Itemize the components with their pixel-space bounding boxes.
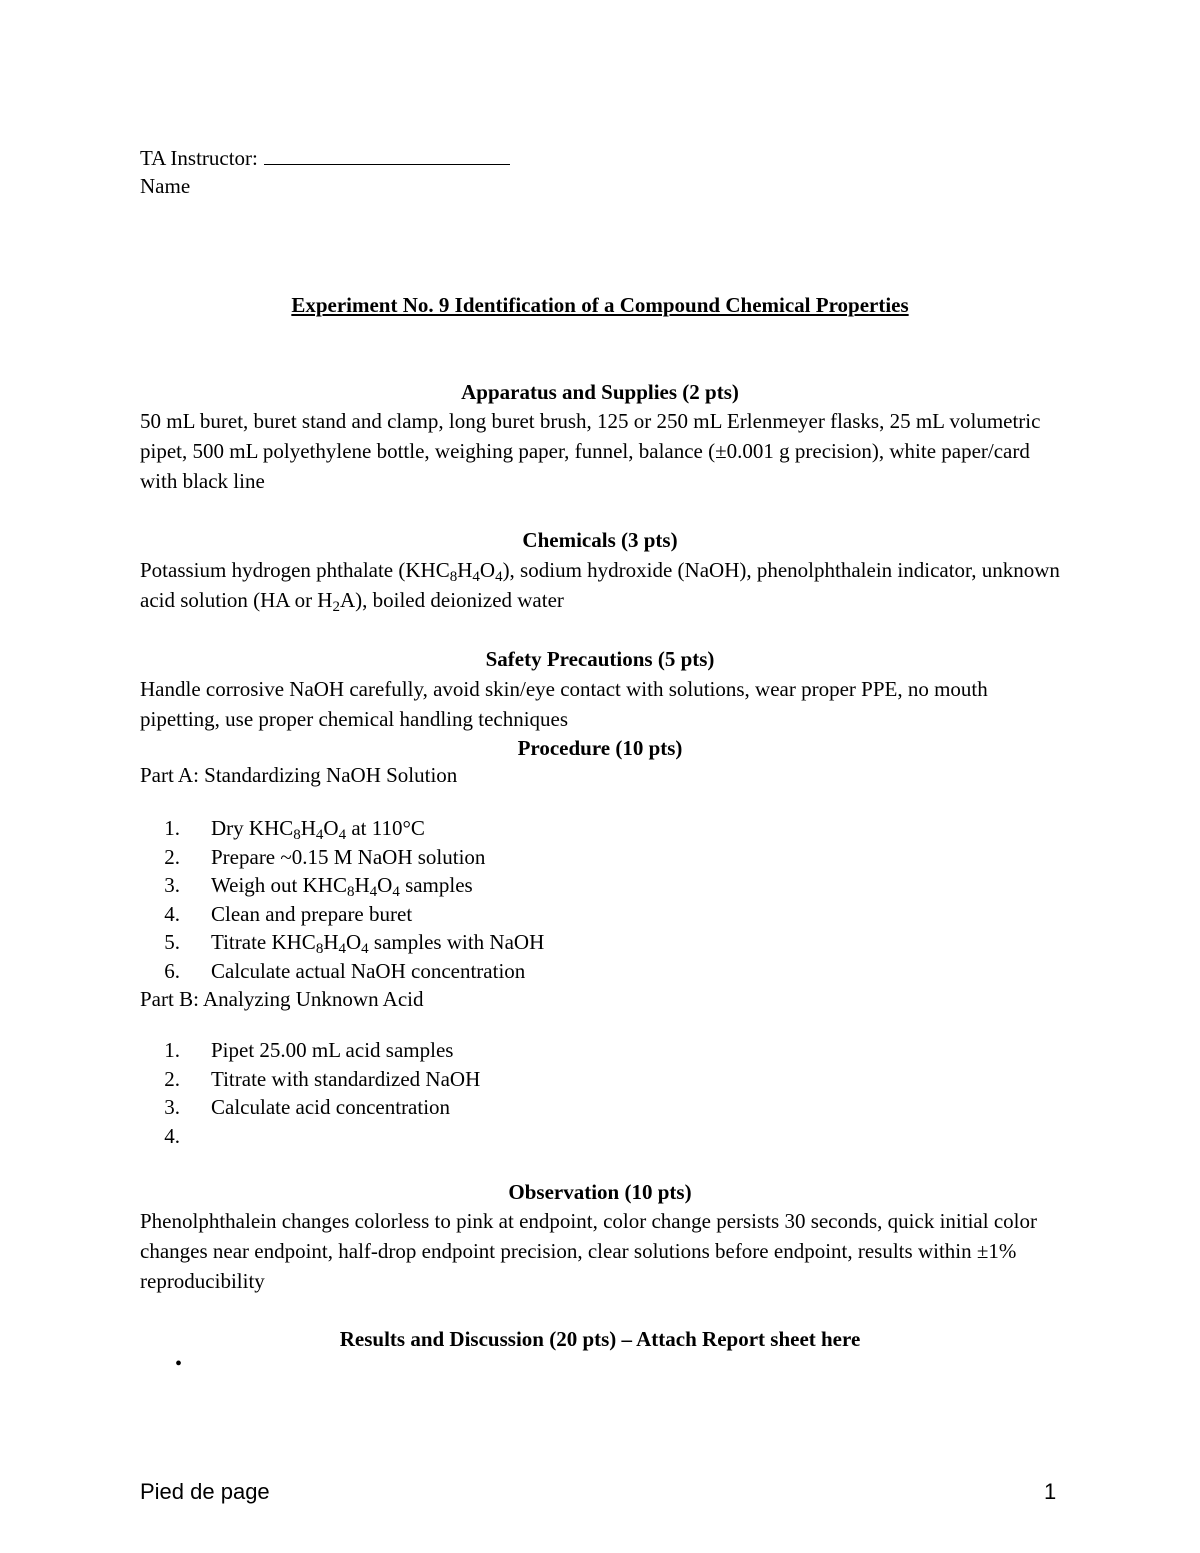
- list-item: 3. Calculate acid concentration: [164, 1095, 451, 1119]
- list-item: 2. Prepare ~0.15 M NaOH solution: [164, 844, 486, 869]
- list-item: 4. Clean and prepare buret: [164, 901, 413, 926]
- part-b-steps: [140, 1036, 480, 1150]
- document-title: Experiment No. 9 Identification of a Compound Chemical Properties: [291, 293, 909, 317]
- safety-text: Handle corrosive NaOH carefully, avoid skin/eye contact with solutions, wear proper PPE, no mouth pipetting, use proper chemical handling techniques: [140, 677, 988, 731]
- results-heading: Results and Discussion (20 pts) – Attach Report sheet here: [339, 1327, 861, 1351]
- observation-text: Phenolphthalein changes colorless to pink at endpoint, color change persists 30 seconds, quick initial color changes near endpoint, half-drop endpoint precision, clear solutions before endpoint, results within ±1% reproducibility: [140, 1209, 1037, 1293]
- part-a-label: Part A: Standardizing NaOH Solution: [140, 763, 458, 787]
- apparatus-heading: Apparatus and Supplies (2 pts): [461, 380, 739, 404]
- chemicals-text: Potassium hydrogen phthalate $(KHC_8H_4O_4)$, sodium hydroxide (NaOH), phenolphthalein indicator, unknown acid solution (HA or $H_2A$), boiled deionized water: [140, 558, 1060, 615]
- results-bullet: •: [175, 1353, 183, 1375]
- list-item: 5. Titrate $KHC_8H_4O_4$ samples with NaOH: [164, 930, 545, 957]
- list-item: 2. Titrate with standardized NaOH: [164, 1066, 481, 1091]
- part-a-steps: [140, 814, 544, 985]
- safety-heading: Safety Precautions (5 pts): [485, 647, 715, 671]
- procedure-heading: Procedure (10 pts): [517, 736, 683, 760]
- list-item: 3. Weigh out $KHC_8H_4O_4$ samples: [164, 873, 473, 900]
- footer-text: Pied de page: [140, 1479, 270, 1504]
- list-item: 1. Dry $KHC_8H_4O_4$ at 110°C: [164, 816, 425, 843]
- chemicals-heading: Chemicals (3 pts): [522, 528, 678, 552]
- list-item: 6. Calculate actual NaOH concentration: [164, 958, 526, 983]
- page-number: 1: [1044, 1479, 1057, 1504]
- name-label: Name: [140, 174, 191, 198]
- list-item: 1. Pipet 25.00 mL acid samples: [164, 1038, 454, 1062]
- ta-instructor-label: TA Instructor:: [140, 146, 258, 170]
- part-b-label: Part B: Analyzing Unknown Acid: [140, 987, 424, 1011]
- list-item: 4.: [164, 1123, 180, 1148]
- ta-instructor-line: [140, 143, 510, 173]
- observation-heading: Observation (10 pts): [508, 1180, 692, 1204]
- apparatus-text: 50 mL buret, buret stand and clamp, long buret brush, 125 or 250 mL Erlenmeyer flasks, 25 mL volumetric pipet, 500 mL polyethylene bottle, weighing paper, funnel, balance (±0.001 g precision), white paper/card with black line: [140, 409, 1041, 493]
- ta-instructor-blank[interactable]: [264, 146, 510, 165]
